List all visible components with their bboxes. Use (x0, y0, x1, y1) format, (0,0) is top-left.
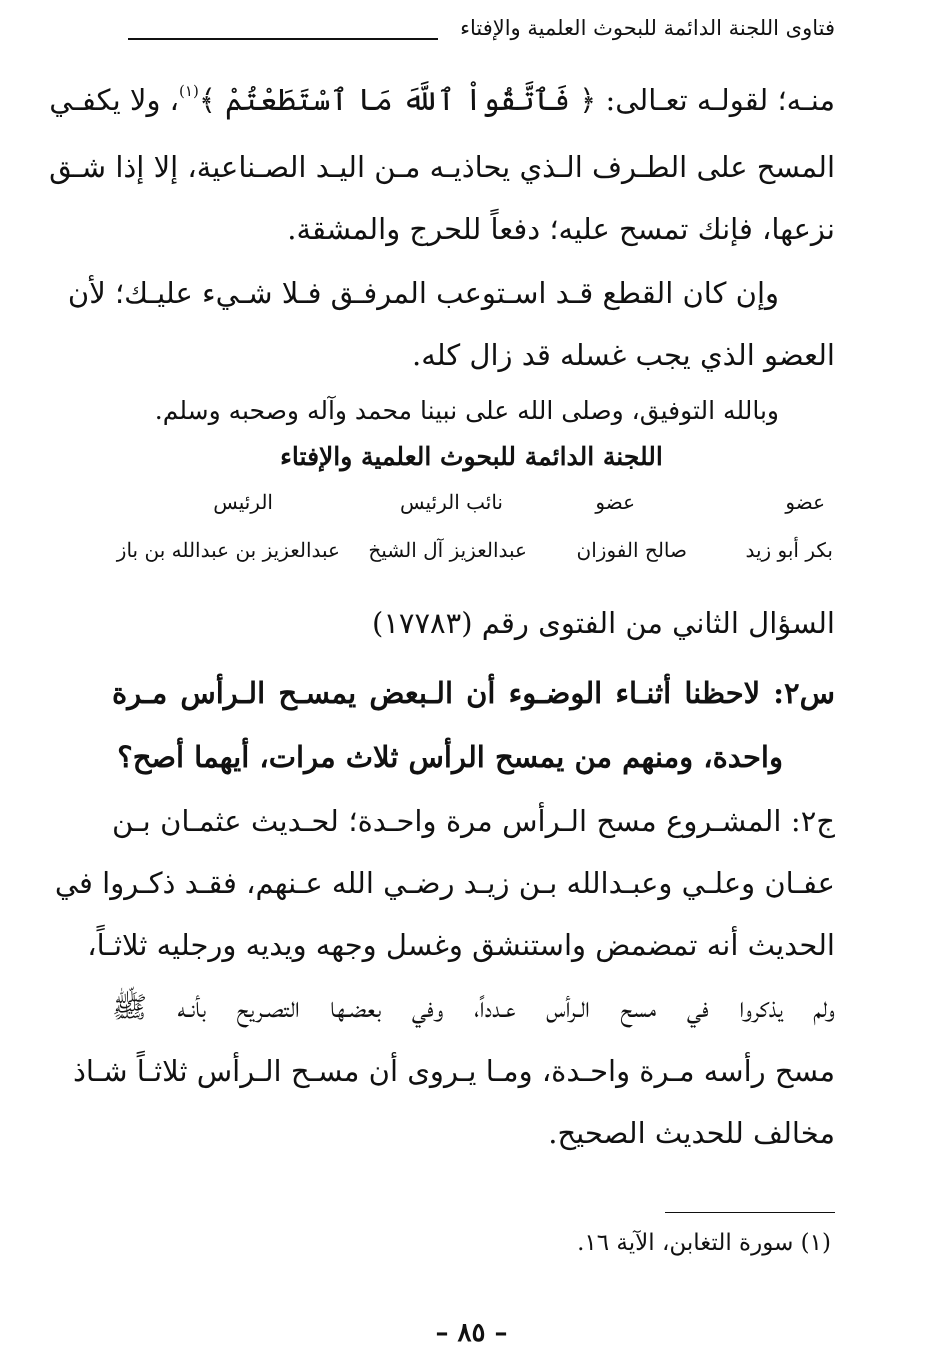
question-line-1 (112, 676, 835, 711)
header-rule (128, 38, 438, 40)
running-header (128, 14, 835, 50)
closing-line: وبالله التوفيق، وصلى الله على نبينا محمد وآله وصحبه وسلم. (154, 396, 779, 425)
answer-line-3: نزعها، فإنك تمسح عليه؛ دفعاً للحرج والمشقة. (287, 212, 835, 246)
answer2-line-5: مسح رأسه مـرة واحـدة، ومـا يـروى أن مسـح الـرأس ثلاثـاً شـاذ (73, 1054, 835, 1088)
answer2-line-3: الحديث أنه تمضمض واستنشق وغسل وجهه ويديه ورجليه ثلاثـاً، (87, 928, 835, 962)
answer2-line-4: ولم يذكروا في مسح الـرأس عـدداً، وفي بعضـها التصـريح بأنـه ﷺ (112, 990, 835, 1024)
signature-role-3: نائب الرئيس (399, 490, 503, 514)
answer2-line-2: عفـان وعلـي وعبـدالله بـن زيـد رضـي الله عـنهم، فقـد ذكـروا في (54, 866, 835, 900)
question-line-1-text: لاحظنا أثنـاء الوضـوء أن الـبعض يمسـح الـرأس مـرة (112, 676, 761, 710)
committee-title: اللجنة الدائمة للبحوث العلمية والإفتاء (280, 442, 663, 471)
answer-line-5: العضو الذي يجب غسله قد زال كله. (412, 338, 835, 372)
signature-role-1: عضو (785, 490, 825, 514)
answer-line-1-text-a: منـه؛ لقولـه تعـالى: ﴿ (579, 83, 835, 117)
answer-line-2: المسح على الطـرف الـذي يحاذيـه مـن اليـد الصـناعية، إلا إذا شـق (49, 150, 835, 184)
signature-role-2: عضو (595, 490, 635, 514)
fatwa-heading: السؤال الثاني من الفتوى رقم (١٧٧٨٣) (372, 606, 835, 640)
signature-name-2: صالح الفوزان (576, 538, 687, 562)
footnote: (١) سورة التغابن، الآية ١٦. (577, 1230, 831, 1256)
signature-name-1: بكر أبو زيد (745, 538, 833, 562)
answer2-line-6: مخالف للحديث الصحيح. (548, 1116, 835, 1150)
quran-close-bracket: ﴾ (198, 83, 216, 117)
signature-name-4: عبدالعزيز بن عبدالله بن باز (116, 538, 340, 562)
answer-line-1-text-c: ، ولا يكفـي (49, 83, 180, 117)
answer-line-4: وإن كان القطع قـد اسـتوعب المرفـق فـلا شـيء عليـك؛ لأن (67, 276, 779, 310)
footnote-rule (665, 1212, 835, 1213)
signature-role-4: الرئيس (213, 490, 273, 514)
signature-name-3: عبدالعزيز آل الشيخ (368, 538, 527, 562)
header-title: فتاوى اللجنة الدائمة للبحوث العلمية والإفتاء (460, 16, 835, 40)
page-number: – ٨٥ – (435, 1318, 508, 1348)
answer2-line-1: ج٢: المشـروع مسح الـرأس مرة واحـدة؛ لحـديث عثمـان بـن (112, 804, 835, 838)
question-line-2: واحدة، ومنهم من يمسح الرأس ثلاث مرات، أيهما أصح؟ (117, 740, 783, 774)
quran-verse: فَٱتَّقُواْ ٱللَّهَ مَا ٱسْتَطَعْتُمْ (225, 83, 571, 118)
footnote-reference: (١) (179, 82, 199, 100)
answer-line-1 (49, 82, 835, 119)
question-label: س٢: (773, 676, 835, 710)
